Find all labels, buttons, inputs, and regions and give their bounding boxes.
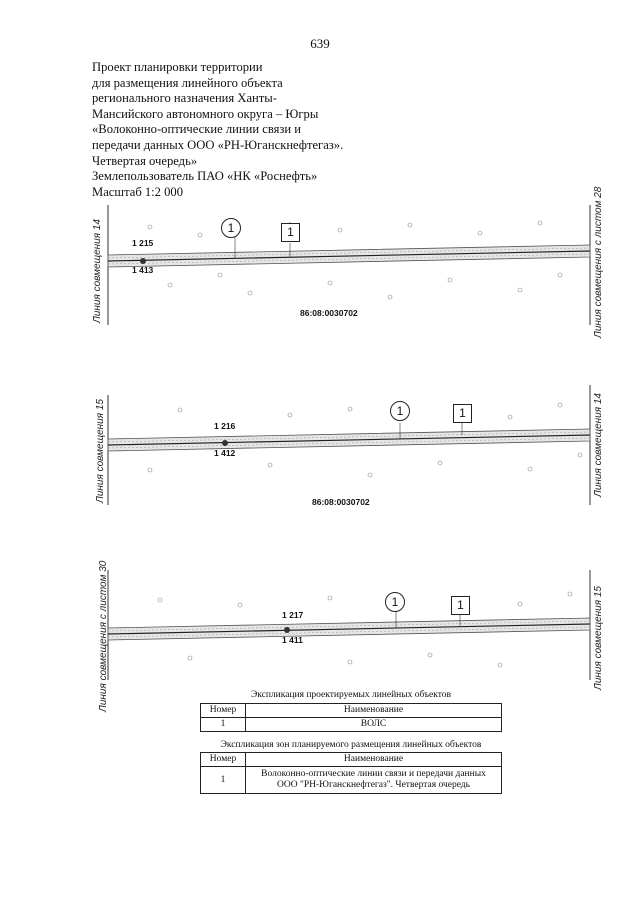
point-number-bottom: 1 412 bbox=[214, 448, 236, 458]
legend-objects-table bbox=[200, 703, 502, 732]
zone-marker-circle: 1 bbox=[390, 401, 410, 421]
point-number-top: 1 217 bbox=[282, 610, 304, 620]
header-number: Номер bbox=[201, 753, 246, 767]
map-strip-3-drawing bbox=[90, 580, 600, 690]
legend-objects-caption: Экспликация проектируемых линейных объектов bbox=[250, 690, 452, 700]
cell-number: 1 bbox=[201, 767, 246, 794]
strip-2-right-label: Линия совмещения 14 bbox=[593, 393, 604, 497]
header-name: Наименование bbox=[246, 753, 502, 767]
map-strip-2 bbox=[90, 395, 600, 520]
title-line: «Волоконно-оптические линии связи и bbox=[92, 122, 302, 137]
point-number-top: 1 215 bbox=[132, 238, 154, 248]
header-name: Наименование bbox=[246, 704, 502, 718]
title-line: регионального назначения Ханты- bbox=[92, 91, 277, 106]
title-line: Четвертая очередь» bbox=[92, 153, 198, 168]
title-block bbox=[92, 60, 392, 200]
title-line: Землепользователь ПАО «НК «Роснефть» bbox=[92, 169, 318, 184]
strip-3-right-label: Линия совмещения 15 bbox=[593, 586, 604, 690]
title-line: Проект планировки территории bbox=[92, 60, 263, 74]
point-number-bottom: 1 411 bbox=[282, 635, 303, 645]
parcel-number: 86:08:0030702 bbox=[300, 308, 358, 318]
cell-name: ВОЛС bbox=[246, 718, 502, 732]
object-marker-square: 1 bbox=[281, 223, 300, 242]
title-line: Мансийского автономного округа – Югры bbox=[92, 106, 319, 121]
strip-1-right-label: Линия совмещения с листом 28 bbox=[593, 186, 604, 338]
object-marker-square: 1 bbox=[451, 596, 470, 615]
parcel-number: 86:08:0030702 bbox=[312, 497, 370, 507]
map-strip-1 bbox=[90, 205, 600, 335]
map-strip-3 bbox=[90, 580, 600, 690]
page-number: 639 bbox=[310, 36, 330, 51]
table-header-row bbox=[201, 753, 502, 767]
title-line: для размещения линейного объекта bbox=[92, 75, 283, 90]
cell-number: 1 bbox=[201, 718, 246, 732]
title-line: передачи данных ООО «РН-Юганскнефтегаз». bbox=[92, 137, 344, 152]
header-number: Номер bbox=[201, 704, 246, 718]
strip-2-left-label: Линия совмещения 15 bbox=[95, 399, 106, 503]
table-header-row bbox=[201, 704, 502, 718]
table-row bbox=[201, 718, 502, 732]
legend-zones-caption: Экспликация зон планируемого размещения линейных объектов bbox=[220, 740, 482, 750]
cell-name: Волоконно-оптические линии связи и передачи данных ООО "РН-Юганскнефтегаз". Четвертая очередь bbox=[246, 767, 502, 794]
zone-marker-circle: 1 bbox=[385, 592, 405, 612]
object-marker-square: 1 bbox=[453, 404, 472, 423]
zone-marker-circle: 1 bbox=[221, 218, 241, 238]
point-number-top: 1 216 bbox=[214, 421, 236, 431]
point-number-bottom: 1 413 bbox=[132, 265, 154, 275]
title-line: Масштаб 1:2 000 bbox=[92, 184, 184, 199]
strip-1-left-label: Линия совмещения 14 bbox=[92, 219, 103, 323]
table-row bbox=[201, 767, 502, 794]
strip-3-left-label: Линия совмещения с листом 30 bbox=[98, 560, 109, 712]
legend-zones-table bbox=[200, 752, 502, 794]
